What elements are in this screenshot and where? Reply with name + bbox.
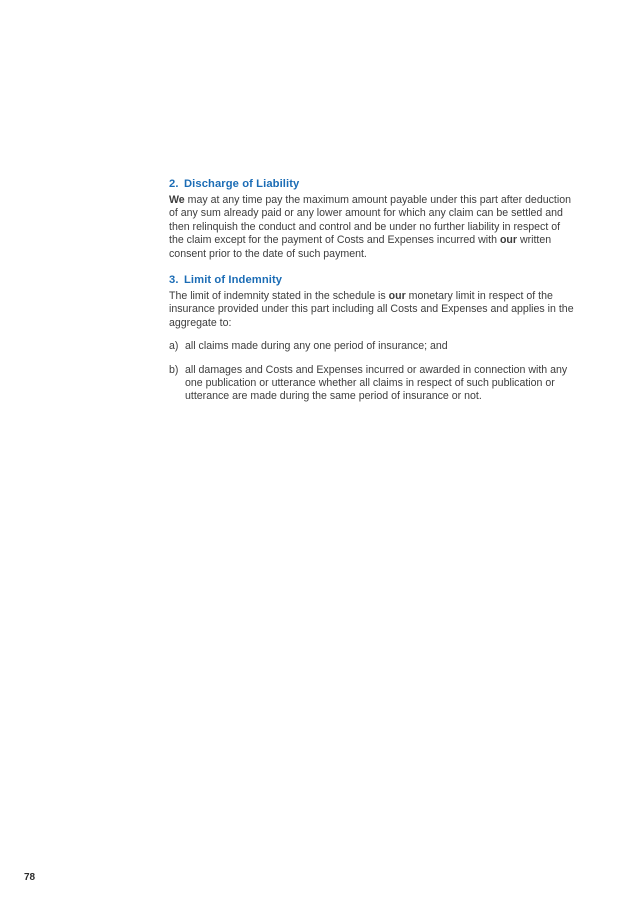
section-number: 2.: [169, 178, 179, 190]
list-item-text: all damages and Costs and Expenses incurred or awarded in connection with any one publication or utterance whether all claims in respect of such publication or utterance are made during the same period of insurance or not.: [185, 363, 568, 403]
section-paragraph: We may at any time pay the maximum amount payable under this part after deduction of any sum already paid or any lower amount for which any claim can be settled and then relinquish the conduct and control and be under no further liability in respect of the claim except for the payment of Costs and Expenses incurred with our written consent prior to the date of such payment.: [169, 194, 571, 260]
list-item-a: [169, 340, 576, 353]
section-number: 3.: [169, 274, 179, 287]
list-item-b: [169, 364, 576, 404]
list-marker: b): [169, 363, 179, 376]
list-item-text: all claims made during any one period of insurance; and: [185, 340, 448, 353]
section-title: Limit of Indemnity: [184, 274, 283, 287]
section-paragraph: The limit of indemnity stated in the schedule is our monetary limit in respect of the insurance provided under this part including all Costs and Expenses and applies in the aggregate to:: [169, 290, 574, 329]
content-column: [169, 178, 576, 417]
list-marker: a): [169, 340, 179, 353]
section-discharge-of-liability: [169, 178, 576, 261]
page-number: 78: [24, 872, 36, 883]
section-limit-of-indemnity: [169, 274, 576, 404]
section-title: Discharge of Liability: [184, 178, 300, 190]
section-heading: [169, 178, 576, 191]
section-heading: [169, 274, 576, 287]
